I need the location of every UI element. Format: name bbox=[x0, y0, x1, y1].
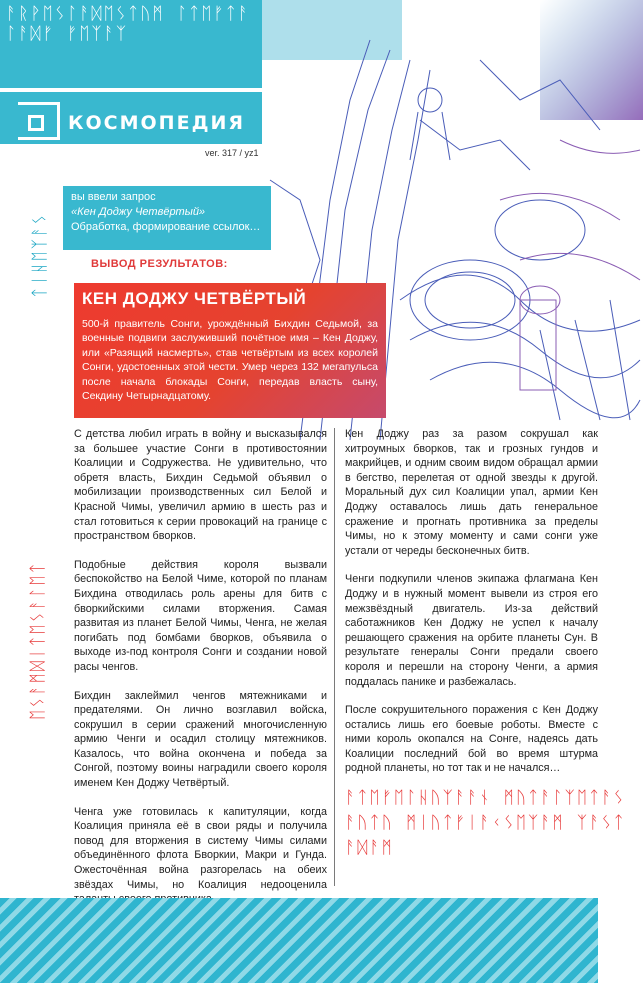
query-line-1: вы ввели запрос bbox=[71, 191, 156, 203]
footer-glyph-block: ᚨᛏᛖᚠᛖᛚᚺᚢᛉᚨᚨᚾ ᛗᚢᛏᚨᛚᛉᛖᛏᚨᛊᚨᚢᛏᚢ ᛗᛁᚢᛏᚠᛁᚨᚲᛊᛖᛉᚨᛗ ᛉᚨᛊᛏᚨᛞᚨᛗ bbox=[345, 788, 626, 858]
paragraph: Кен Доджу раз за разом сокрушал как хитроумных бворков, так и грозных гундов и макрийцев, и одним своим видом обращал армии в бегство, перелетая от одной звезды к другой. Моральный дух сил Коалиции упал, армии Кен Доджу оставалось лишь дать генеральное сражение и прогнать противника за пределы Чимы, но к этому моменту и сами сонги уже устали от череды бесконечных битв. bbox=[345, 428, 598, 557]
paragraph: Бихдин заклеймил ченгов мятежниками и предателями. Он лично возглавил войска, сокрушил в серии сражений многочисленную армию Ченги и осадил столицу мятежников. Казалось, что война окончена и победа за Сонгой, поэтому воины наградили своего короля именем Кен Доджу Четвёртый. bbox=[74, 689, 327, 790]
result-card bbox=[74, 283, 386, 418]
logo-text: КОСМОПЕДИЯ bbox=[68, 112, 246, 134]
query-line-2: «Кен Доджу Четвёртый» bbox=[71, 206, 206, 218]
column-divider bbox=[334, 428, 335, 886]
side-glyph-top: ᛏᛁᚺᛖᛉᚨᛊ bbox=[30, 212, 50, 298]
side-glyph-left: ᛖᛊᚨᛗᛞᛁᛏᛖᛊᚨᛚᛖᛏ bbox=[28, 561, 48, 720]
result-text: 500-й правитель Сонги, урождённый Бихдин Седьмой, за военные подвиги заслуживший почётное имя – Кен Доджу, или «Разящий насмерть», став четвёртым из всех королей Сонги, удостоенных этой чести. Умер через 132 мегапульса после начала блокады Сонги, передав власть сыну, Секдину Четырнадцатому. bbox=[82, 318, 378, 403]
paragraph: Подобные действия короля вызвали беспокойство на Белой Чиме, которой по планам Бихдина отводилась роль арены для битв с бворкийскими силами вторжения. Самая развитая из планет Белой Чимы, Ченга, не желая погибать под бомбами бворков, объявила о выходе из-под контроля Сонги и создании новой расы ченгов. bbox=[74, 558, 327, 673]
version-label: ver. 317 / yz1 bbox=[205, 148, 259, 158]
paragraph: С детства любил играть в войну и высказывался за большее участие Сонги в противостоянии Коалиции и Содружества. Не удивительно, что обретя власть, Бихдин Седьмой объявил о мобилизации производственных сил Белой и Красной Чимы, увеличил армию в шесть раз и стал готовиться к серии провокаций на границе с пространством бворков. bbox=[74, 428, 327, 543]
bottom-stripe bbox=[0, 898, 598, 983]
header-glyph-title: ᚨᚱᚹᛖᛊᛚᚨᛞᛖᛊᛏᚢᛗ ᛚᛏᛖᚠᛏᚨᛚᚨᛞᚠ ᚠᛖᛉᚨᛉ bbox=[6, 4, 251, 44]
output-label: ВЫВОД РЕЗУЛЬТАТОВ: bbox=[91, 258, 228, 270]
logo-mark-icon bbox=[18, 102, 60, 140]
query-box bbox=[63, 186, 271, 250]
paragraph: После сокрушительного поражения с Кен Доджу остались лишь его боевые роботы. Вместе с ними король окопался на Сонге, надеясь дать Коалиции последний бой во время штурма родной планеты, но тот так и не начался… bbox=[345, 704, 598, 775]
query-line-3: Обработка, формирование ссылок… bbox=[71, 221, 261, 233]
article-column-left bbox=[74, 427, 327, 889]
result-title: КЕН ДОДЖУ ЧЕТВЁРТЫЙ bbox=[82, 289, 307, 308]
paragraph: Ченги подкупили членов экипажа флагмана Кен Доджу и в нужный момент вывели из строя его межзвёздный двигатель. Из-за действий саботажников Кен Доджу не успел к началу решающего сражения на орбите планеты Сун. В результате генералы Сонги предали своего короля и перешли на сторону Ченги, а армия поддалась панике и разбежалась. bbox=[345, 573, 598, 688]
article-column-right bbox=[345, 427, 598, 790]
paragraph: Ченга уже готовилась к капитуляции, когда Коалиция приняла её в свои ряды и получила повод для вторжения в систему Чимы силами объединённого флота Бворкии, Макри и Гунда. Ожесточённая война разгорелась на обеих звёздах Чимы, но Коалиция недооценила bbox=[74, 805, 327, 891]
